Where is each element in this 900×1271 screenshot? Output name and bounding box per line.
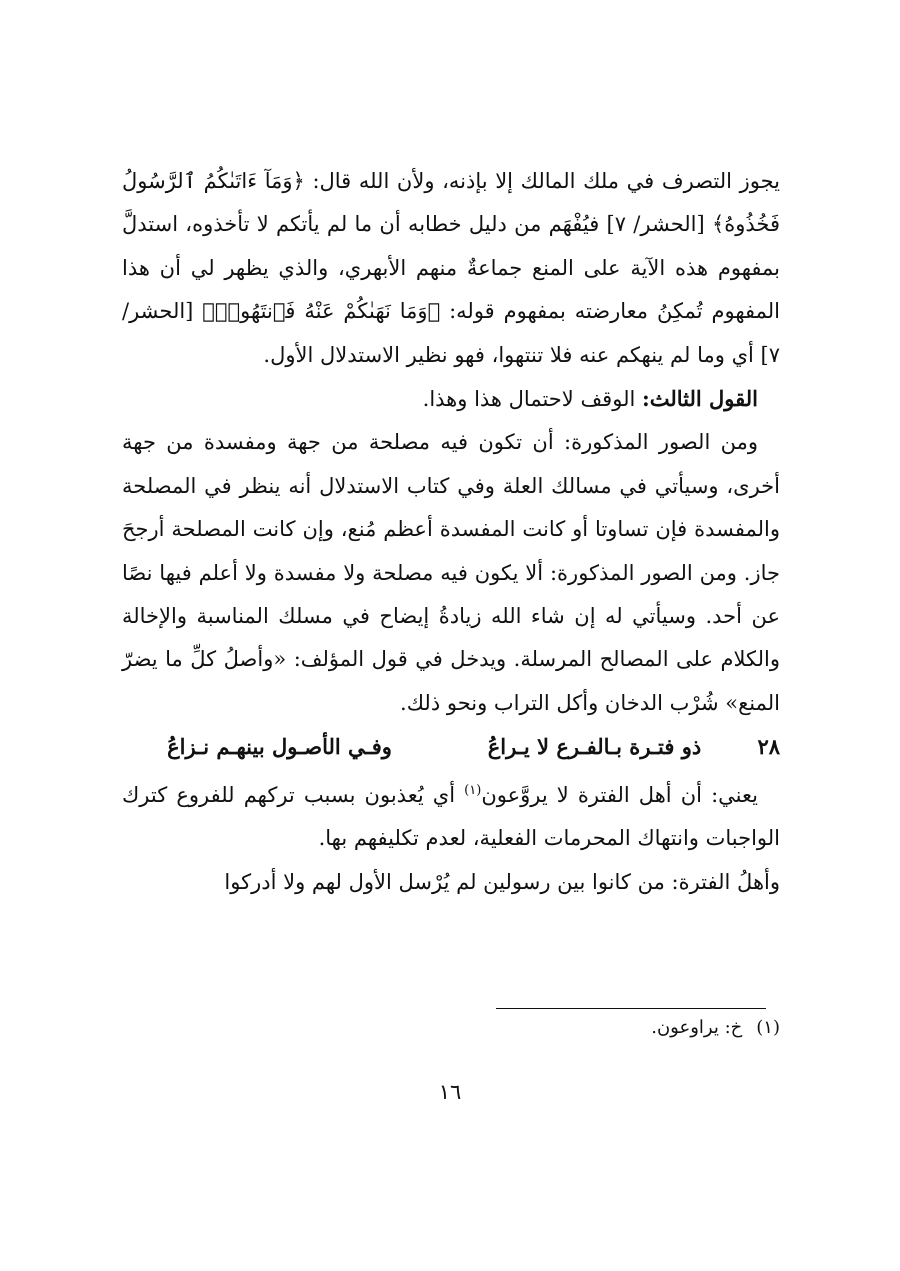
third-opinion-text: الوقف لاحتمال هذا وهذا. [422,387,642,412]
paragraph-3: ومن الصور المذكورة: أن تكون فيه مصلحة من جهة ومفسدة من جهة أخرى، وسيأتي في مسالك العلة وفي كتاب الاستدلال أنه ينظر في المصلحة والمفسدة فإن تساوتا أو كانت المفسدة أعظم مُنع، وإن كانت المصلحة أرجحَ جاز. ومن الصور المذكورة: ألا يكون فيه مصلحة ولا مفسدة ولا أعلم فيها نصًا عن أحد. وسيأتي له إن شاء الله زيادةُ إيضاح في مسلك المناسبة والإخالة والكلام على المصالح المرسلة. ويدخل في قول المؤلف: «وأصلُ كلِّ ما يضرّ المنع» شُرْب الدخان وأكل التراب ونحو ذلك. [122,430,780,715]
footnote-number: (١) [756,1017,780,1038]
footnote-separator [496,1008,766,1009]
verse-second-hemistich: وفـي الأصـول بينهـم نـزاعُ [167,734,392,760]
footnote [122,1017,780,1038]
footnote-reference: (١) [464,782,482,798]
paragraph-2 [122,377,780,421]
paragraph-4-start: يعني: أن أهل الفترة لا يروَّعون [481,782,758,807]
paragraph-4-end: أي يُعذبون بسبب تركهم للفروع كترك الواجبات وانتهاك المحرمات الفعلية، لعدم تكليفهم بها. [122,782,780,851]
main-text [122,160,780,904]
verse-first-hemistich: ذو فتـرة بـالفـرع لا يـراعُ [487,734,702,760]
verse-line [122,725,780,768]
verse-number: ٢٨ [757,734,780,760]
paragraph-4 [122,769,780,861]
page-number: ١٦ [438,1080,462,1104]
paragraph-1: يجوز التصرف في ملك المالك إلا بإذنه، ولأن الله قال: ﴿وَمَآ ءَاتَىٰكُمُ ٱلرَّسُولُ فَخُذُوهُ﴾ [الحشر/ ٧] فيُفْهَم من دليل خطابه أن ما لم يأتكم لا تأخذوه، استدلَّ بمفهوم هذه الآية على المنع جماعةٌ منهم الأبهري، والذي يظهر لي أن هذا المفهوم تُمكِنُ معارضته بمفهوم قوله: ﴿وَمَا نَهَىٰكُمْ عَنْهُ فَٱنتَهُوا۟﴾ [الحشر/ ٧] أي وما لم ينهكم عنه فلا تنتهوا، فهو نظير الاستدلال الأول. [122,169,781,367]
third-opinion-label: القول الثالث: [641,386,758,412]
footnote-text: خ: يراوعون. [651,1017,743,1038]
paragraph-5: وأهلُ الفترة: من كانوا بين رسولين لم يُرْسل الأول لهم ولا أدركوا [224,869,780,894]
